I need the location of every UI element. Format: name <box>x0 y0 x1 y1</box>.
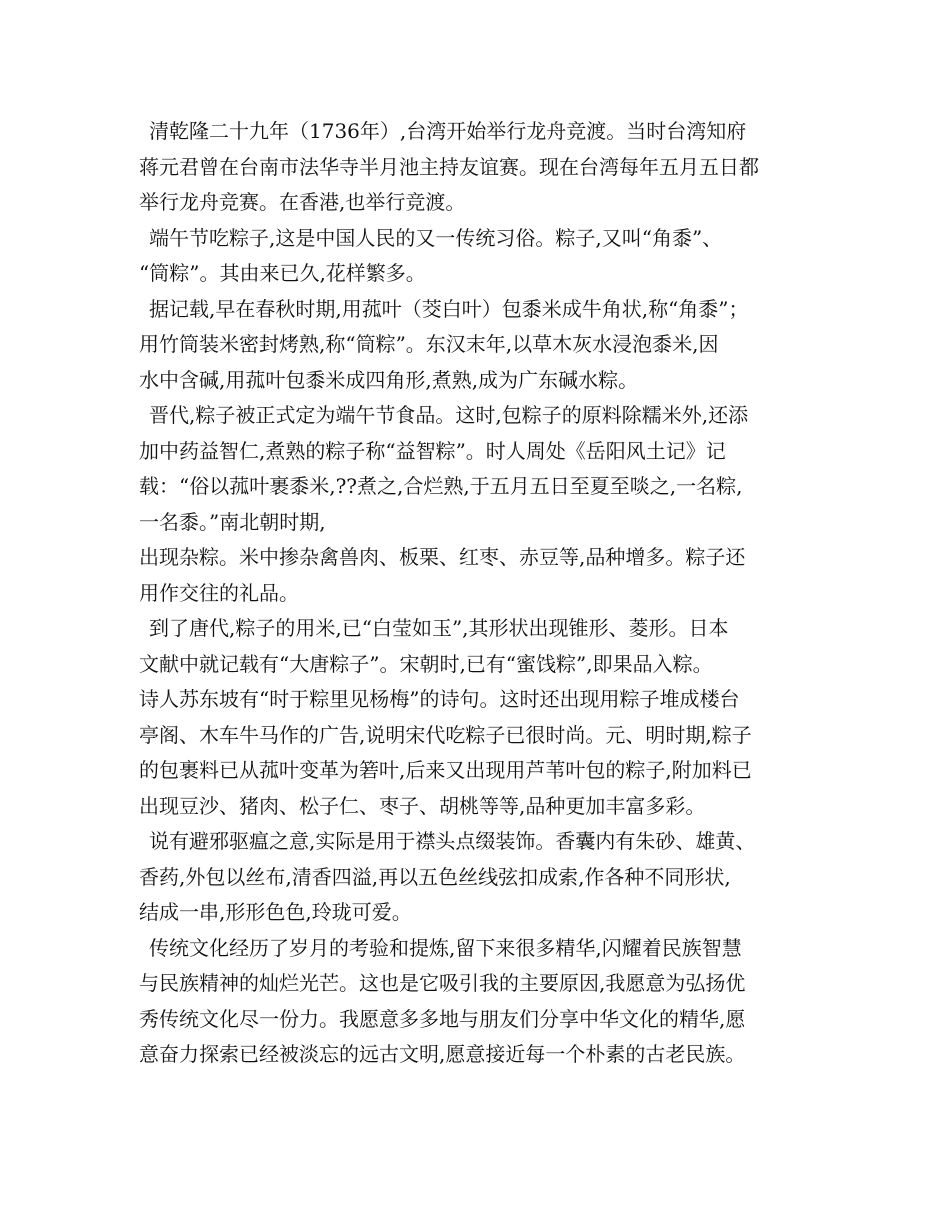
text-line: 用竹筒装米密封烤熟,称“筒粽”。东汉末年,以草木灰水浸泡黍米,因 <box>139 332 719 356</box>
text-line: 出现豆沙、猪肉、松子仁、枣子、胡桃等等,品种更加丰富多彩。 <box>139 793 706 818</box>
text-line: 秀传统文化尽一份力。我愿意多多地与朋友们分享中华文化的精华,愿 <box>139 1006 746 1031</box>
text-line: 文献中就记载有“大唐粽子”。宋朝时,已有“蜜饯粽”,即果品入粽。 <box>139 651 713 676</box>
text-line: 端午节吃粽子,这是中国人民的又一传统习俗。粽子,又叫“角黍”、 <box>149 225 723 250</box>
text-line: 蒋元君曾在台南市法华寺半月池主持友谊赛。现在台湾每年五月五日都 <box>139 154 759 179</box>
text-line: 一名黍。”南北朝时期, <box>139 509 326 534</box>
text-line: 水中含碱,用菰叶包黍米成四角形,煮熟,成为广东碱水粽。 <box>139 367 639 392</box>
text-line: “筒粽”。其由来已久,花样繁多。 <box>139 261 426 285</box>
text-line: 意奋力探索已经被淡忘的远古文明,愿意接近每一个朴素的古老民族。 <box>139 1042 746 1066</box>
text-line: 清乾隆二十九年（1736年）,台湾开始举行龙舟竞渡。当时台湾知府 <box>149 119 747 143</box>
text-line: 结成一串,形形色色,玲珑可爱。 <box>139 900 412 924</box>
text-line: 香药,外包以丝布,清香四溢,再以五色丝线弦扣成索,作各种不同形状, <box>139 864 731 889</box>
text-line: 传统文化经历了岁月的考验和提炼,留下来很多精华,闪耀着民族智慧 <box>149 935 742 960</box>
text-line: 加中药益智仁,煮熟的粽子称“益智粽”。时人周处《岳阳风土记》记 <box>139 438 726 463</box>
text-line: 与民族精神的灿烂光芒。这也是它吸引我的主要原因,我愿意为弘扬优 <box>139 971 746 995</box>
text-line: 晋代,粽子被正式定为端午节食品。这时,包粽子的原料除糯米外,还添 <box>149 403 749 427</box>
text-line: 的包裹料已从菰叶变革为箬叶,后来又出现用芦苇叶包的粽子,附加料已 <box>139 758 752 782</box>
text-line: 据记载,早在春秋时期,用菰叶（茭白叶）包黍米成牛角状,称“角黍”； <box>149 296 749 321</box>
text-line: 举行龙舟竞赛。在香港,也举行竞渡。 <box>139 190 466 214</box>
text-line: 用作交往的礼品。 <box>139 580 299 605</box>
text-line: 诗人苏东坡有“时于粽里见杨梅”的诗句。这时还出现用粽子堆成楼台 <box>139 687 740 711</box>
text-line: 载：“俗以菰叶裹黍米,??煮之,合烂熟,于五月五日至夏至啖之,一名粽, <box>139 474 743 498</box>
text-line: 说有避邪驱瘟之意,实际是用于襟头点缀装饰。香囊内有朱砂、雄黄、 <box>149 829 756 853</box>
document-page <box>139 114 829 1073</box>
text-line: 亭阁、木车牛马作的广告,说明宋代吃粽子已很时尚。元、明时期,粽子 <box>139 722 752 747</box>
text-line: 到了唐代,粽子的用米,已“白莹如玉”,其形状出现锥形、菱形。日本 <box>149 616 729 640</box>
text-line: 出现杂粽。米中掺杂禽兽肉、板栗、红枣、赤豆等,品种增多。粽子还 <box>139 545 746 569</box>
